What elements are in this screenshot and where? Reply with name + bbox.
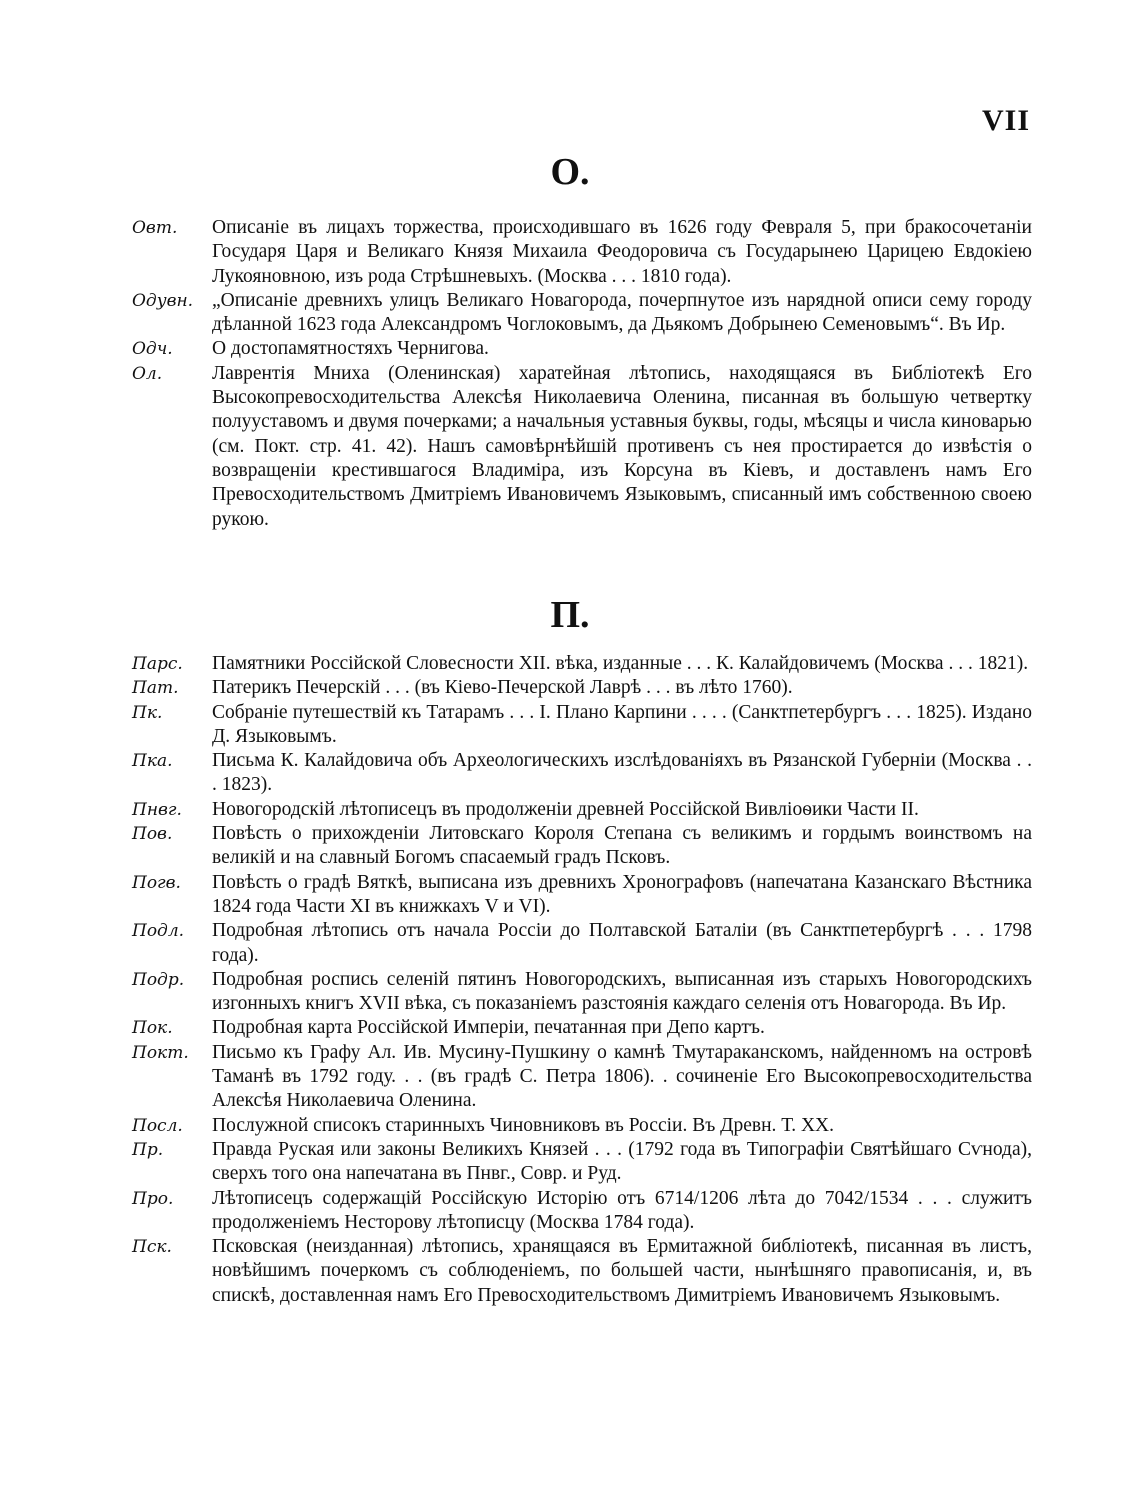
section-p-entries — [132, 652, 1032, 1308]
section-o-entries — [132, 216, 1032, 532]
entry-abbreviation: Покт. — [132, 1042, 189, 1063]
entry — [132, 216, 1032, 289]
entry — [132, 701, 1032, 750]
entry-description: Подробная роспись селеній пятинъ Новогородскихъ, выписанная изъ старыхъ Новогородскихъ изгонныхъ книгъ XVII вѣка, съ показаніемъ разстоянія каждаго селенія отъ Новагорода. Въ Ир. — [212, 968, 1032, 1015]
entry-description: Описаніе въ лицахъ торжества, происходившаго въ 1626 году Февраля 5, при бракосочетаніи Государя Царя и Великаго Князя Михаила Феодоровича съ Государынею Царицею Евдокіею Лукояновною, изъ рода Стрѣшневыхъ. (Москва . . . 1810 года). — [212, 217, 1032, 287]
entry-abbreviation: Ол. — [132, 363, 163, 384]
entry-abbreviation: Погв. — [132, 872, 181, 893]
entry — [132, 1138, 1032, 1187]
entry — [132, 1041, 1032, 1114]
entry-description: Правда Руская или законы Великихъ Князей . . . (1792 года въ Типографіи Святѣйшаго Сѵнода), сверхъ того она напечатана въ Пнвг., Совр. и Руд. — [212, 1138, 1032, 1185]
entry — [132, 289, 1032, 338]
entry-description: Памятники Россійской Словесности XII. вѣка, изданные . . . К. Калайдовичемъ (Москва . . . 1821). — [212, 653, 1029, 674]
entry-abbreviation: Пр. — [132, 1139, 164, 1160]
entry — [132, 919, 1032, 968]
entry-description: „Описаніе древнихъ улицъ Великаго Новагорода, почерпнутое изъ нарядной описи сему городу дѣланной 1623 года Александромъ Чоглоковымъ, да Дьякомъ Добрынею Семеновымъ“. Въ Ир. — [212, 289, 1032, 336]
entry-description: Лѣтописецъ содержащій Россійскую Исторію отъ 6714/1206 лѣта до 7042/1534 . . . служитъ продолженіемъ Несторову лѣтописцу (Москва 1784 года). — [212, 1187, 1032, 1233]
entry-abbreviation: Подр. — [132, 969, 185, 990]
entry — [132, 871, 1032, 920]
entry — [132, 798, 1032, 822]
section-heading-p: П. — [550, 594, 590, 636]
entry — [132, 652, 1032, 676]
entry — [132, 1235, 1032, 1308]
entry-description: Письма К. Калайдовича объ Археологическихъ изслѣдованіяхъ въ Рязанской Губерніи (Москва . . . 1823). — [212, 750, 1032, 796]
page-number: VII — [981, 104, 1030, 137]
entry — [132, 362, 1032, 532]
entry — [132, 1016, 1032, 1040]
entry-abbreviation: Пат. — [132, 678, 179, 699]
entry-abbreviation: Пнвг. — [132, 799, 182, 820]
entry-abbreviation: Про. — [132, 1188, 174, 1209]
entry-abbreviation: Одувн. — [132, 290, 194, 311]
entry-abbreviation: Посл. — [132, 1115, 183, 1136]
entry-description: Собраніе путешествій къ Татарамъ . . . I. Плано Карпини . . . . (Санктпетербургъ . . . 1825). Издано Д. Языковымъ. — [212, 701, 1032, 747]
entry-abbreviation: Одч. — [132, 339, 173, 360]
entry-description: Послужной списокъ старинныхъ Чиновниковъ въ Россіи. Въ Древн. Т. XX. — [212, 1114, 835, 1136]
entry-description: Псковская (неизданная) лѣтопись, хранящаяся въ Ермитажной библіотекѣ, писанная въ листъ, новѣйшимъ почеркомъ съ соблюденіемъ, по большей части, нынѣшняго правописанія, и, въ спискѣ, доставленная намъ Его Превосходительствомъ Димитріемъ Ивановичемъ Языковымъ. — [212, 1236, 1032, 1306]
entry-description: Повѣсть о градѣ Вяткѣ, выписана изъ древнихъ Хронографовъ (напечатана Казанскаго Вѣстника 1824 года Части XI въ книжкахъ V и VI). — [212, 871, 1032, 917]
entry — [132, 1114, 1032, 1138]
entry-abbreviation: Парс. — [132, 654, 183, 674]
entry-abbreviation: Пов. — [132, 824, 173, 845]
entry — [132, 1187, 1032, 1236]
entry — [132, 676, 1032, 700]
entry-abbreviation: Подл. — [132, 921, 185, 942]
entry-description: Патерикъ Печерскій . . . (въ Кіево-Печерской Лаврѣ . . . въ лѣто 1760). — [212, 677, 793, 699]
entry-description: Повѣсть о прихожденіи Литовскаго Короля Степана съ великимъ и гордымъ воинствомъ на великій и на славный Богомъ спасаемый градъ Псковъ. — [212, 823, 1032, 869]
entry-abbreviation: Пок. — [132, 1018, 173, 1039]
entry-description: Лаврентія Мниха (Оленинская) харатейная лѣтопись, находящаяся въ Библіотекѣ Его Высокопревосходительства Алексѣя Николаевича Оленина, писанная въ большую четвертку полууставомъ и двумя почерками; а начальныя уставныя буквы, годы, мѣсяцы и числа киноварью (см. Покт. стр. 41. 42). Нашъ самовѣрнѣйшій противенъ съ нея простирается до извѣстія о возвращеніи крестившагося Владиміра, изъ Корсуна въ Кіевъ, и доставленъ намъ Его Превосходительствомъ Дмитріемъ Ивановичемъ Языковымъ, списанный имъ собственною своею рукою. — [212, 362, 1032, 530]
entry-abbreviation: Овт. — [132, 218, 178, 238]
entry-description: Письмо къ Графу Ал. Ив. Мусину-Пушкину о камнѣ Тмутараканскомъ, найденномъ на островѣ Таманѣ въ 1792 году. . . (въ градѣ С. Петра 1806). . сочиненіе Его Высокопревосходительства Алексѣя Николаевича Оленина. — [212, 1041, 1032, 1112]
entry — [132, 822, 1032, 871]
section-heading-o: О. — [550, 151, 590, 193]
entry — [132, 337, 1032, 361]
entry-description: Новогородскій лѣтописецъ въ продолженіи древней Россійской Вивліоѳики Части II. — [212, 798, 919, 820]
entry-description: Подробная лѣтопись отъ начала Россіи до Полтавской Баталіи (въ Санктпетербургѣ . . . 1798 года). — [212, 920, 1032, 966]
entry-abbreviation: Пка. — [132, 751, 173, 772]
entry-abbreviation: Пк. — [132, 702, 163, 723]
entry — [132, 749, 1032, 798]
entry-description: Подробная карта Россійской Имперіи, печатанная при Депо картъ. — [212, 1017, 765, 1039]
entry — [132, 968, 1032, 1017]
entry-abbreviation: Пск. — [132, 1237, 172, 1258]
entry-description: О достопамятностяхъ Чернигова. — [212, 338, 489, 360]
